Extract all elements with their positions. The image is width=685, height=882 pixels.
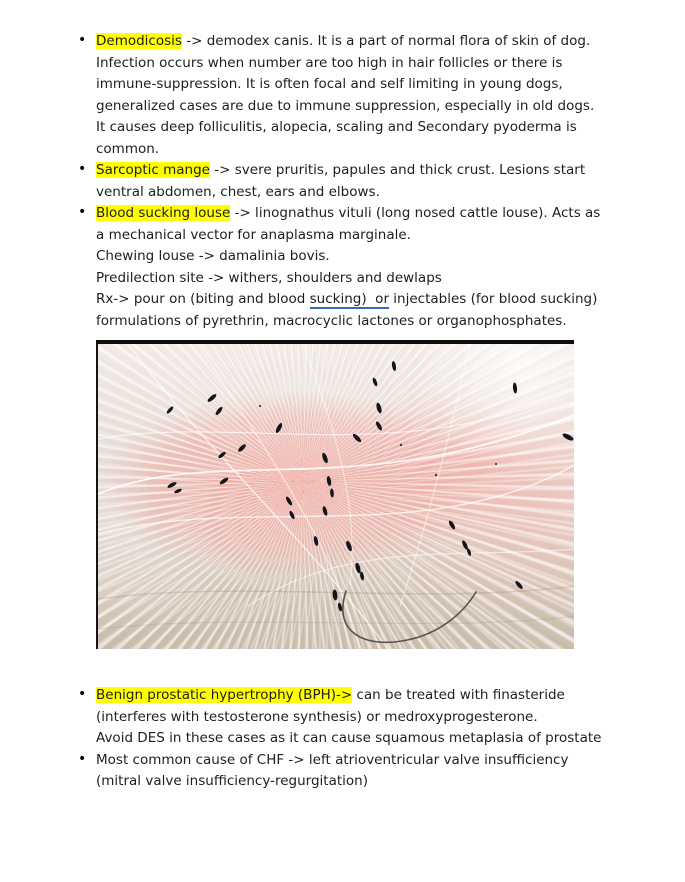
note-line [96, 750, 606, 793]
note-text: can be treated with finasteride (interferes with testosterone synthesis) or medroxyprogesterone. [96, 687, 565, 725]
note-bullet [75, 750, 606, 793]
note-text: Chewing louse -> damalinia bovis. [96, 248, 330, 264]
note-text: -> demodex canis. It is a part of normal flora of skin of dog. Infection occurs when number are too high in hair follicles or there is immune-suppression. It is often focal and self limiting in young dogs, generalized cases are due to immune suppression, especially in old dogs. It causes deep folliculitis, alopecia, scaling and Secondary pyoderma is common. [96, 33, 595, 157]
note-text: -> svere pruritis, papules and thick crust. Lesions start ventral abdomen, chest, ears and elbows. [96, 162, 586, 200]
notes-list-top [75, 31, 628, 332]
note-text: Predilection site -> withers, shoulders and dewlaps [96, 269, 442, 286]
bullet-marker-icon: • [78, 686, 87, 702]
lice-photo [96, 340, 574, 649]
note-line [96, 246, 606, 268]
note-line [96, 685, 606, 728]
grammar-underlined-text: sucking) or [309, 291, 389, 307]
highlighted-term: Benign prostatic hypertrophy (BPH)-> [96, 687, 353, 703]
note-bullet [75, 160, 606, 203]
hair-strands [98, 344, 574, 649]
bullet-marker-icon: • [78, 161, 87, 177]
bullet-marker-icon: • [78, 204, 87, 220]
note-text: injectables (for blood sucking) formulations of pyrethrin, macrocyclic lactones or organophosphates. [96, 291, 598, 329]
note-text: Most common cause of CHF -> left atrioventricular valve insufficiency (mitral valve insufficiency-regurgitation) [96, 751, 569, 789]
note-bullet [75, 31, 606, 160]
highlighted-term: Sarcoptic mange [96, 162, 210, 178]
highlighted-term: Demodicosis [96, 33, 182, 49]
note-text: Rx-> pour on (biting and blood [96, 291, 310, 307]
note-text: Avoid DES in these cases as it can cause squamous metaplasia of prostate [96, 730, 602, 746]
note-line [96, 31, 606, 160]
note-line [96, 289, 606, 332]
note-line [96, 203, 606, 246]
note-bullet [75, 685, 606, 750]
photo-overlay [98, 344, 574, 649]
note-text: -> linognathus vituli (long nosed cattle louse). Acts as a mechanical vector for anaplasma marginale. [96, 205, 601, 243]
notes-list-bottom [75, 685, 628, 793]
lice-cluster [166, 361, 574, 612]
note-line [96, 268, 606, 290]
bullet-marker-icon: • [78, 32, 87, 48]
highlighted-term: Blood sucking louse [96, 205, 231, 221]
note-line [96, 160, 606, 203]
note-bullet [75, 203, 606, 332]
note-line [96, 728, 606, 750]
bullet-marker-icon: • [78, 750, 87, 767]
